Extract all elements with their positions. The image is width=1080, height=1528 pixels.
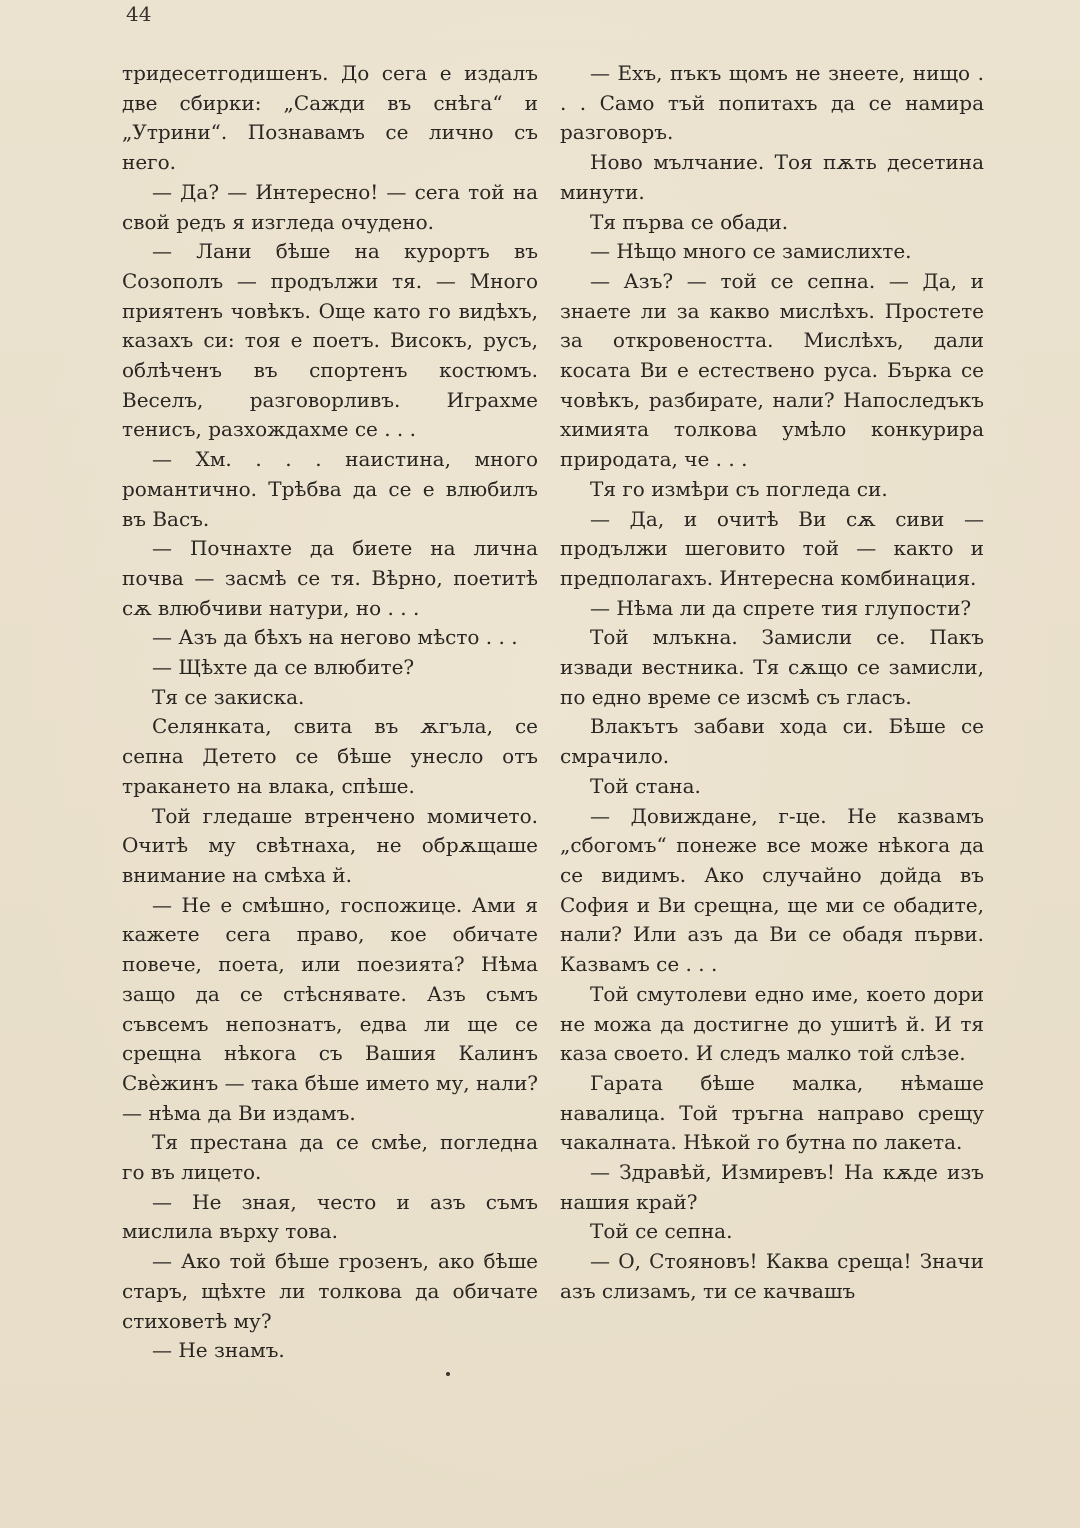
paragraph: Влакътъ забави хода си. Бѣше се смрачило. (560, 714, 984, 769)
paragraph: Гарата бѣше малка, нѣмаше навалица. Той тръгна направо срещу чакалната. Нѣкой го бутна по лакета. (560, 1070, 984, 1155)
paragraph: — Хм. . . . наистина, много романтично. Трѣбва да се е влюбилъ въ Васъ. (122, 447, 538, 531)
paragraph: — Не знамъ. (152, 1338, 285, 1363)
paragraph: — Да? — Интересно! — сега той на свой редъ я изгледа очудено. (122, 179, 538, 234)
right-column (560, 59, 984, 1307)
paragraph: — Лани бѣше на курортъ въ Созополъ — продължи тя. — Много приятенъ човѣкъ. Още като го видѣхъ, казахъ си: тоя е поетъ. Високъ, русъ, облѣченъ въ спортенъ костюмъ. Веселъ, разговорливъ. Играхме тенисъ, разхождахме се . . . (122, 239, 538, 442)
paragraph: — Да, и очитѣ Ви сѫ сиви — продължи шеговито той — както и предполагахъ. Интересна комбинация. (560, 506, 984, 590)
paragraph: — Азъ? — той се сепна. — Да, и знаете ли за какво мислѣхъ. Простете за откровеността. Мислѣхъ, дали косата Ви е естествено руса. Бърка се човѣкъ, разбирате, нали? Напоследъкъ химията толкова умѣло конкурира природата, че . . . (560, 268, 984, 472)
paragraph: тридесетгодишенъ. До сега е издалъ две сбирки: „Сажди въ снѣга“ и „Утрини“. Познавамъ се лично съ него. (122, 61, 538, 175)
paragraph: — Нѣщо много се замислихте. (590, 239, 912, 264)
paragraph: Тя го измѣри съ погледа си. (590, 476, 888, 501)
page-number: 44 (126, 2, 152, 26)
paragraph: Той смутолеви едно име, което дори не можа да достигне до ушитѣ й. И тя каза своето. И следъ малко той слѣзе. (560, 981, 984, 1066)
paragraph: Той се сепна. (590, 1219, 733, 1244)
paragraph: — Щѣхте да се влюбите? (152, 655, 415, 680)
paragraph: — Ехъ, пъкъ щомъ не знеете, нищо . . . Само тъй попитахъ да се намира разговоръ. (560, 61, 984, 145)
paragraph: Селянката, свита въ ѫгъла, се сепна Детето се бѣше унесло отъ тракането на влака, спѣше. (122, 714, 538, 798)
paragraph: Той стана. (590, 773, 701, 798)
paragraph: Ново мълчание. Тоя пѫть десетина минути. (560, 150, 984, 204)
paragraph: Тя престана да се смѣе, погледна го въ лицето. (122, 1130, 538, 1185)
paragraph: — Почнахте да биете на лична почва — засмѣ се тя. Вѣрно, поетитѣ сѫ влюбчиви натури, но . . . (122, 536, 538, 620)
paragraph: — Азъ да бѣхъ на негово мѣсто . . . (152, 625, 518, 650)
paragraph: Тя се закиска. (152, 684, 305, 709)
left-column (122, 59, 538, 1366)
paragraph: — Не е смѣшно, госпожице. Ами я кажете сега право, кое обичате повече, поета, или поезията? Нѣма защо да се стѣснявате. Азъ съмъ съвсемъ непознатъ, едва ли ще се срещна нѣкога съ Вашия Калинъ Свѐжинъ — така бѣше името му, нали? — нѣма да Ви издамъ. (122, 892, 538, 1125)
paragraph: — О, Стояновъ! Каква среща! Значи азъ слизамъ, ти се качвашъ (560, 1249, 984, 1303)
paragraph: — Не зная, често и азъ съмъ мислила върху това. (122, 1189, 538, 1244)
paragraph: Той млъкна. Замисли се. Пакъ извади вестника. Тя сѫщо се замисли, по едно време се изсмѣ съ гласъ. (560, 625, 984, 709)
print-speck (446, 1372, 450, 1376)
paragraph: — Нѣма ли да спрете тия глупости? (590, 595, 972, 620)
paragraph: Той гледаше втренчено момичето. Очитѣ му свѣтнаха, не обрѫщаше внимание на смѣха й. (122, 803, 538, 887)
paragraph: — Довиждане, г-це. Не казвамъ „сбогомъ“ понеже все може нѣкога да се видимъ. Ако случайно дойда въ София и Ви срещна, ще ми се обадите, нали? Или азъ да Ви се обадя първи. Казвамъ се . . . (560, 803, 984, 977)
paragraph: — Здравѣй, Измиревъ! На кѫде изъ нашия край? (560, 1160, 984, 1214)
paragraph: — Ако той бѣше грозенъ, ако бѣше старъ, щѣхте ли толкова да обичате стиховетѣ му? (122, 1249, 538, 1333)
paragraph: Тя първа се обади. (590, 209, 789, 234)
